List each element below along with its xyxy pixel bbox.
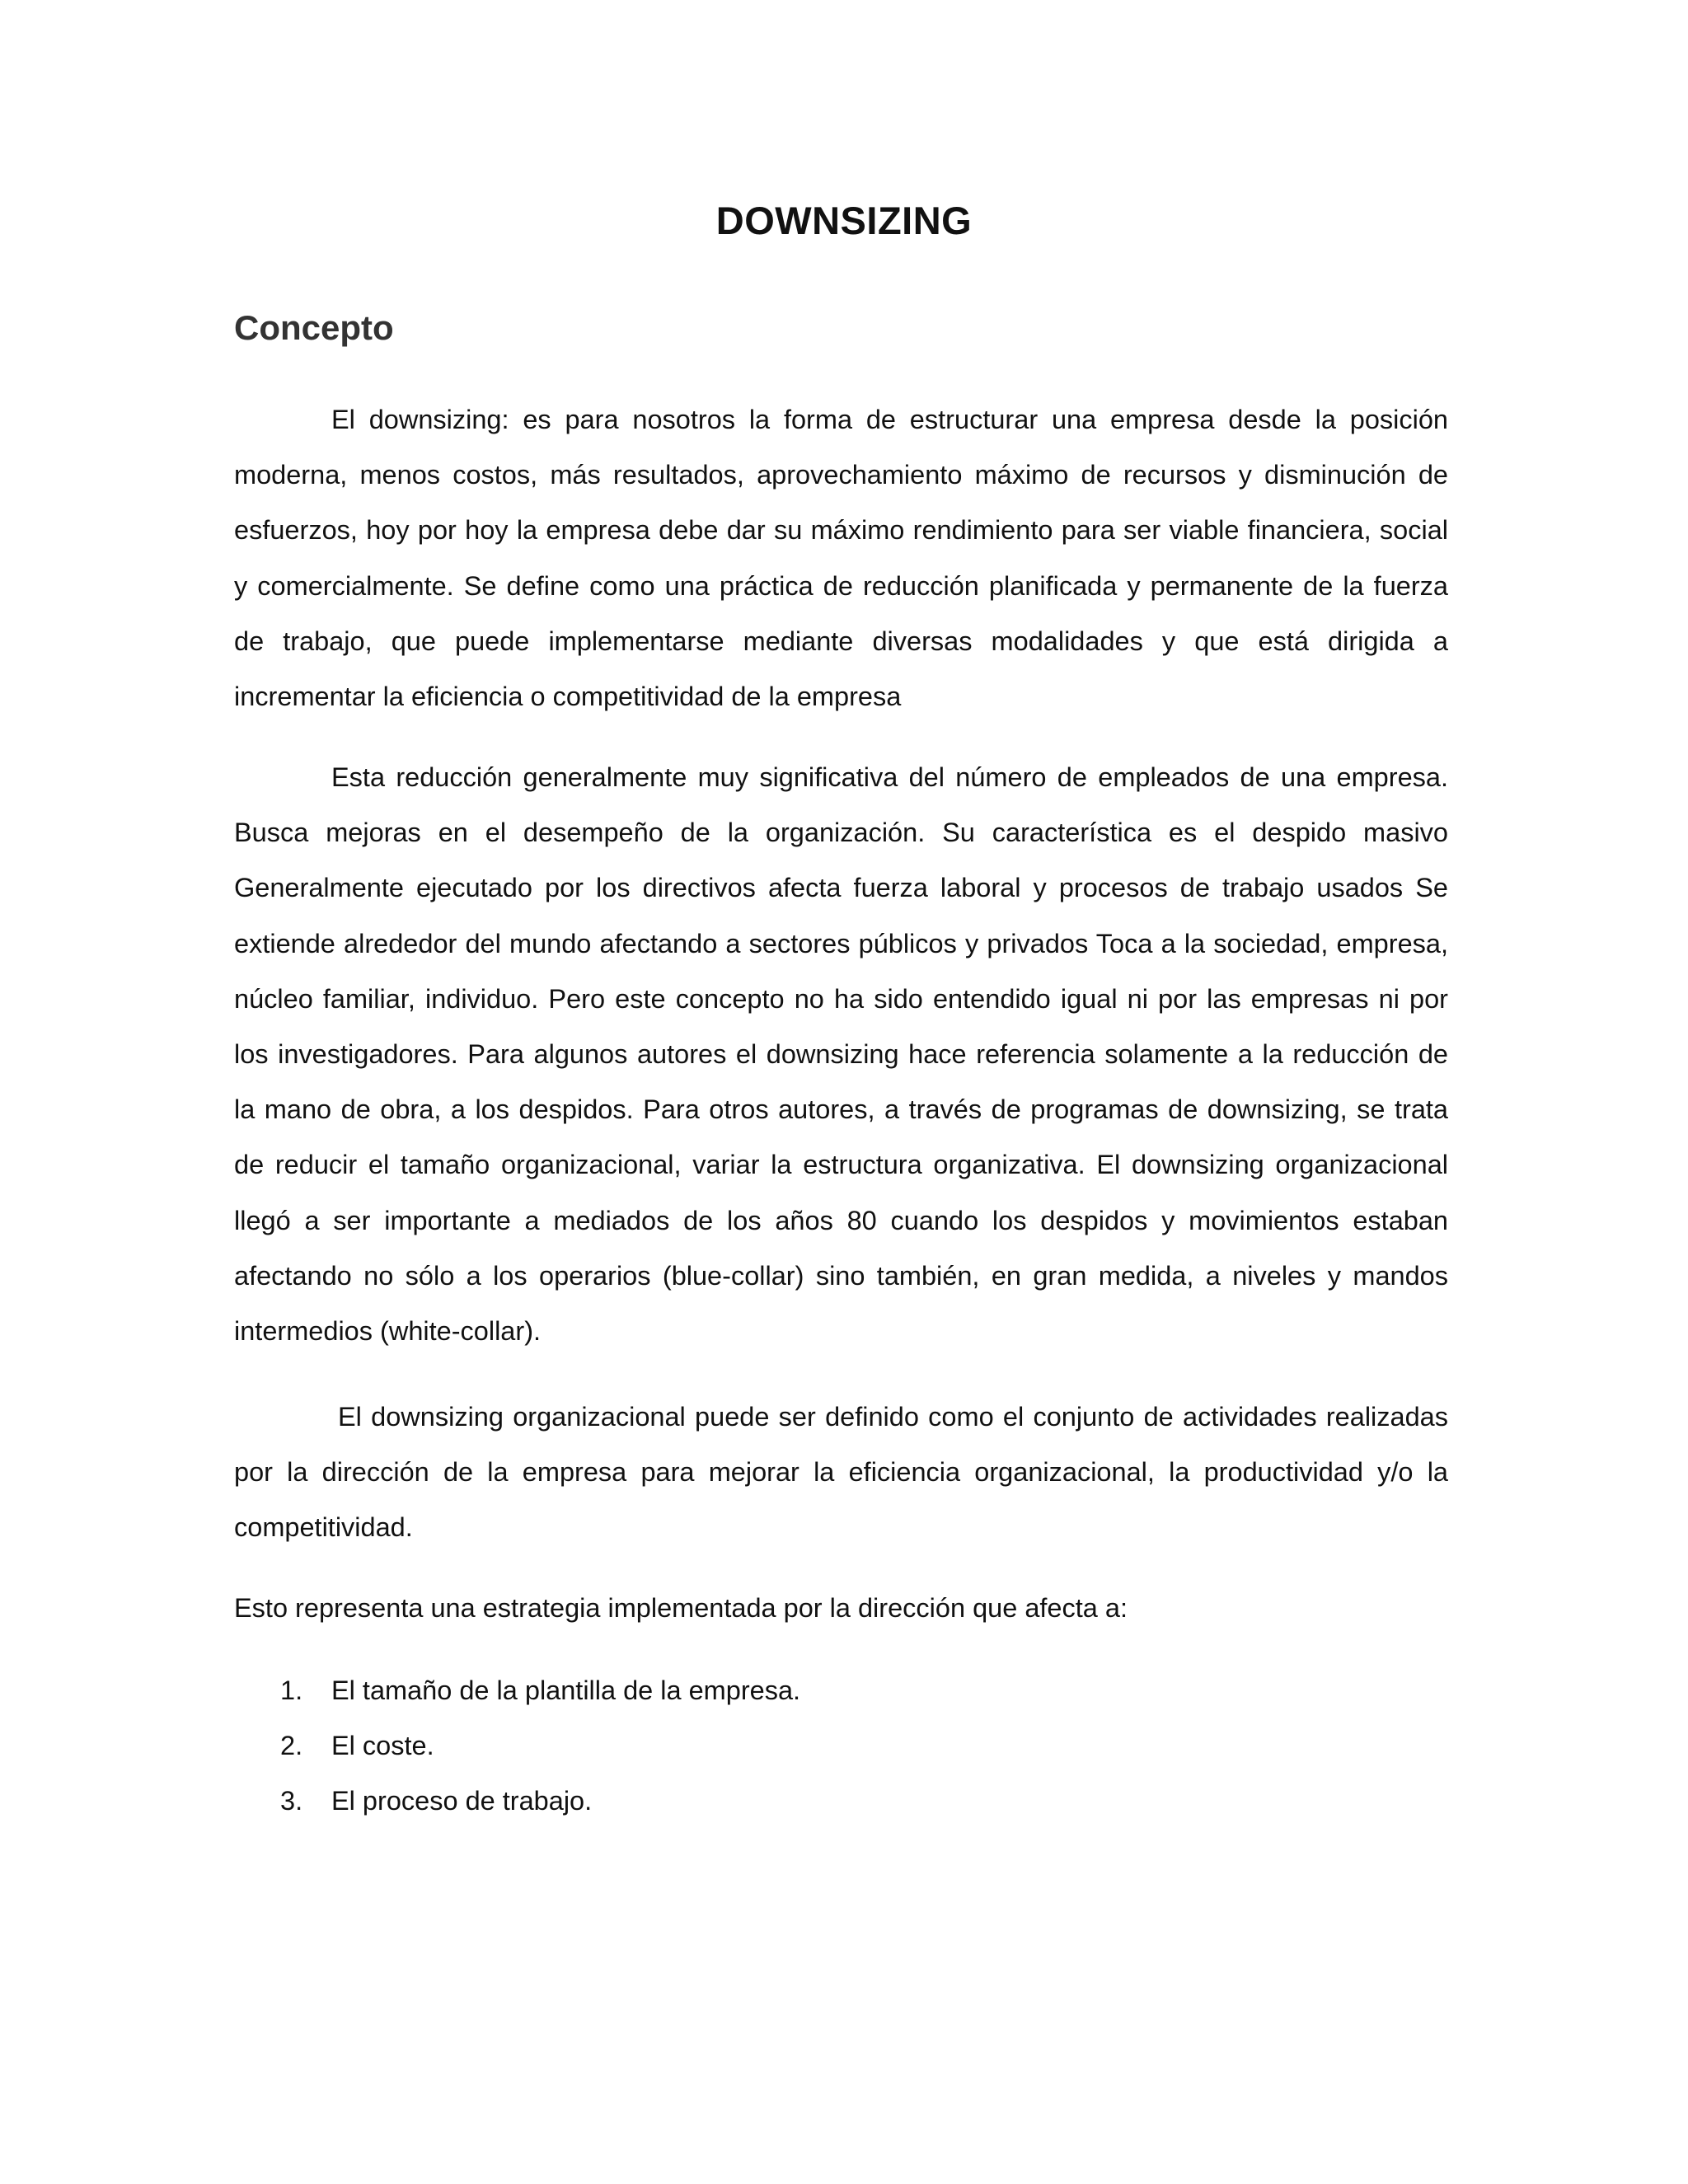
paragraph-2: Esta reducción generalmente muy significativa del número de empleados de una empresa. Busca mejoras en el desempeño de la organización. Su característica es el despido masivo Generalmente ejecutado por los directivos afecta fuerza laboral y procesos de trabajo usados Se extiende alrededor del mundo afectando a sectores públicos y privados Toca a la sociedad, empresa, núcleo familiar, individuo. Pero este concepto no ha sido entendido igual ni por las empresas ni por los investigadores. Para algunos autores el downsizing hace referencia solamente a la reducción de la mano de obra, a los despidos. Para otros autores, a través de programas de downsizing, se trata de reducir el tamaño organizacional, variar la estructura organizativa. El downsizing organizacional llegó a ser importante a mediados de los años 80 cuando los despidos y movimientos estaban afectando no sólo a los operarios (blue-collar) sino también, en gran medida, a niveles y mandos intermedios (white-collar). bbox=[234, 762, 1448, 1347]
list-item bbox=[234, 1663, 1448, 1718]
list-item-text: El coste. bbox=[331, 1731, 434, 1760]
document-title: DOWNSIZING bbox=[715, 199, 973, 242]
list-item-text: El tamaño de la plantilla de la empresa. bbox=[331, 1675, 801, 1705]
list-item bbox=[234, 1718, 1448, 1774]
list-intro: Esto representa una estrategia implementada por la dirección que afecta a: bbox=[234, 1593, 1128, 1623]
list-item-number: 1. bbox=[280, 1675, 303, 1705]
list-item bbox=[234, 1774, 1448, 1829]
section-heading: Concepto bbox=[234, 308, 394, 347]
paragraph-3: El downsizing organizacional puede ser definido como el conjunto de actividades realizadas por la dirección de la empresa para mejorar la eficiencia organizacional, la productividad y/o la competitividad. bbox=[234, 1402, 1448, 1543]
list-item-number: 2. bbox=[280, 1731, 303, 1760]
numbered-list bbox=[234, 1663, 1448, 1829]
list-item-number: 3. bbox=[280, 1786, 303, 1816]
list-item-text: El proceso de trabajo. bbox=[331, 1786, 593, 1816]
paragraph-1: El downsizing: es para nosotros la forma de estructurar una empresa desde la posición moderna, menos costos, más resultados, aprovechamiento máximo de recursos y disminución de esfuerzos, hoy por hoy la empresa debe dar su máximo rendimiento para ser viable financiera, social y comercialmente. Se define como una práctica de reducción planificada y permanente de la fuerza de trabajo, que puede implementarse mediante diversas modalidades y que está dirigida a incrementar la eficiencia o competitividad de la empresa bbox=[234, 405, 1448, 712]
